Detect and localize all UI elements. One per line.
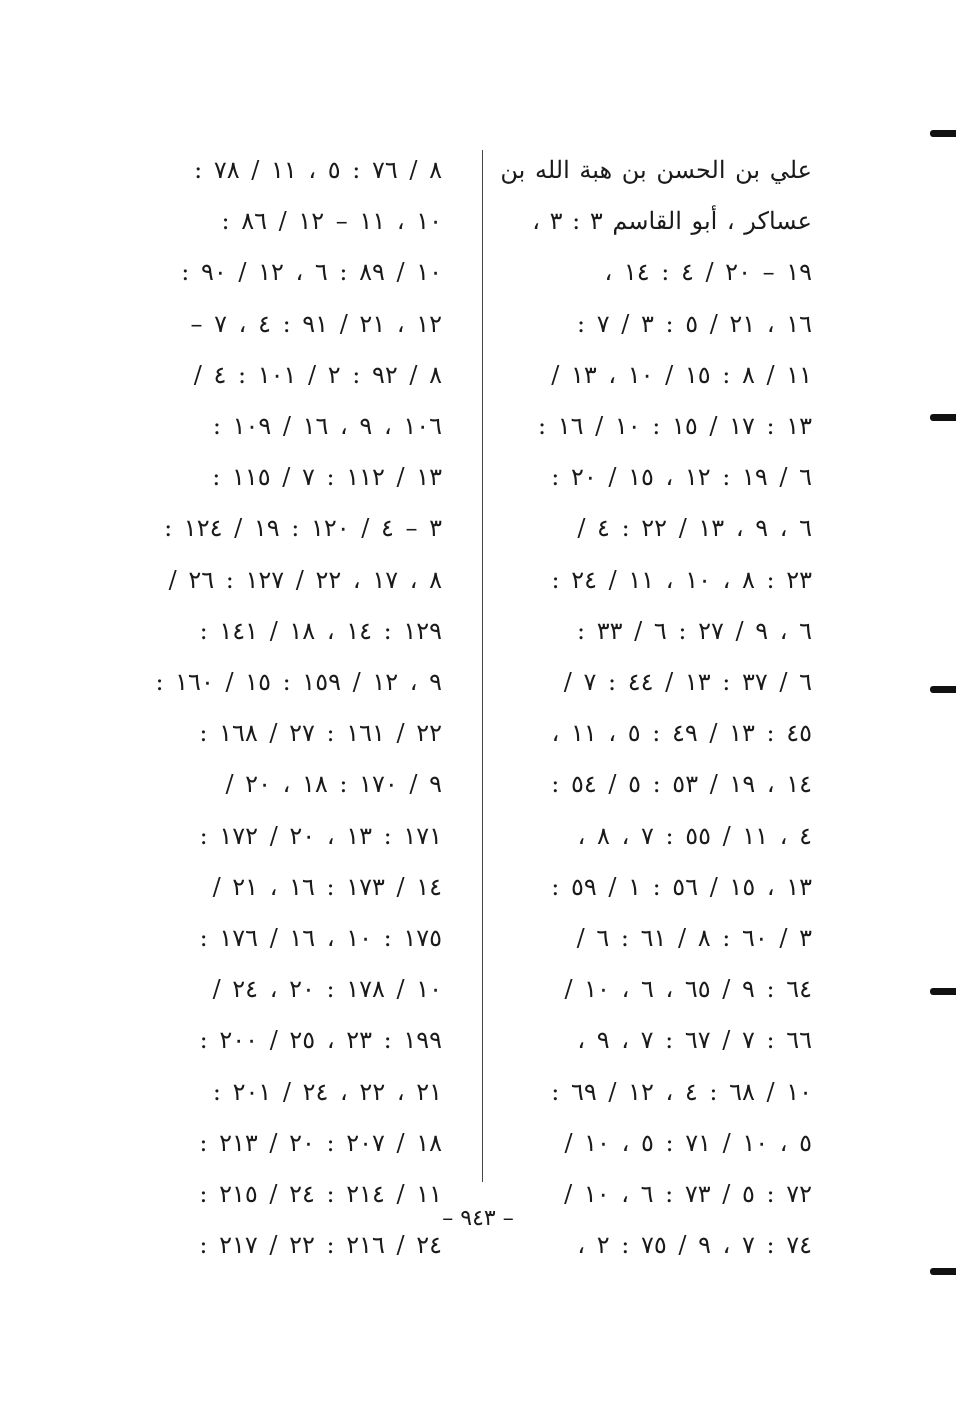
index-line: ٨ / ٩٢ : ٢ / ١٠١ : ٤ / bbox=[193, 360, 442, 389]
index-line: ٢١ ، ٢٢ ، ٢٤ / ٢٠١ : bbox=[212, 1077, 442, 1106]
index-line: ١٠٦ ، ٩ ، ١٦ / ١٠٩ : bbox=[212, 412, 442, 441]
index-line: ١٦ ، ٢١ / ٥ : ٣ / ٧ : bbox=[577, 309, 812, 338]
index-line: ٦ ، ٩ ، ١٣ / ٢٢ : ٤ / bbox=[577, 514, 812, 543]
index-line: ١٤ ، ١٩ / ٥٣ : ٥ / ٥٤ : bbox=[551, 770, 812, 799]
index-line: ٦ ، ٩ / ٢٧ : ٦ / ٣٣ : bbox=[577, 616, 812, 645]
index-line: ١١ / ٢١٤ : ٢٤ / ٢١٥ : bbox=[199, 1180, 442, 1209]
page-number: – ٩٤٣ – bbox=[442, 1206, 514, 1231]
index-line: ٧٢ : ٥ / ٧٣ : ٦ ، ١٠ / bbox=[564, 1180, 812, 1209]
index-line: ١٨ / ٢٠٧ : ٢٠ / ٢١٣ : bbox=[199, 1128, 442, 1157]
index-line: ٩ ، ١٢ / ١٥٩ : ١٥ / ١٦٠ : bbox=[155, 668, 442, 697]
index-line: ١١ / ٨ : ١٥ / ١٠ ، ١٣ / bbox=[551, 360, 812, 389]
index-line: ٢٢ / ١٦١ : ٢٧ / ١٦٨ : bbox=[199, 719, 442, 748]
index-line: ١٣ / ١١٢ : ٧ / ١١٥ : bbox=[212, 463, 442, 492]
index-line: ٨ / ٧٦ : ٥ ، ١١ / ٧٨ : bbox=[194, 156, 442, 184]
index-line: ١٩ – ٢٠ / ٤ : ١٤ ، bbox=[604, 258, 812, 287]
index-line: ١٧١ : ١٣ ، ٢٠ / ١٧٢ : bbox=[199, 821, 442, 850]
index-line: ١٢ ، ٢١ / ٩١ : ٤ ، ٧ – bbox=[190, 309, 442, 338]
index-line: ٢٤ / ٢١٦ : ٢٢ / ٢١٧ : bbox=[199, 1231, 442, 1260]
index-line: ١٣ ، ١٥ / ٥٦ : ١ / ٥٩ : bbox=[551, 872, 812, 901]
index-line: ٢٣ : ٨ ، ١٠ ، ١١ / ٢٤ : bbox=[551, 565, 812, 594]
page-edge-mark bbox=[930, 1268, 956, 1275]
column-divider bbox=[482, 150, 483, 1182]
index-line: ٣ / ٦٠ : ٨ / ٦١ : ٦ / bbox=[576, 924, 812, 953]
index-line: ١٠ / ١٧٨ : ٢٠ ، ٢٤ / bbox=[212, 975, 442, 1004]
index-line: ١٠ / ٨٩ : ٦ ، ١٢ / ٩٠ : bbox=[181, 258, 442, 287]
page-edge-mark bbox=[930, 130, 956, 137]
index-line: ١٢٩ : ١٤ ، ١٨ / ١٤١ : bbox=[199, 616, 442, 645]
index-line: عساكر ، أبو القاسم ٣ : ٣ ، bbox=[532, 207, 812, 236]
index-line: ١٠ ، ١١ – ١٢ / ٨٦ : bbox=[221, 207, 442, 236]
left-index-column bbox=[150, 145, 442, 1271]
index-line: ٣ – ٤ / ١٢٠ : ١٩ / ١٢٤ : bbox=[164, 514, 442, 543]
index-line: ٦ / ١٩ : ١٢ ، ١٥ / ٢٠ : bbox=[551, 463, 812, 492]
page-edge-mark bbox=[930, 988, 956, 995]
index-line: ٦٦ : ٧ / ٦٧ : ٧ ، ٩ ، bbox=[577, 1026, 812, 1055]
index-line: علي بن الحسن بن هبة الله بن bbox=[500, 156, 812, 184]
page-edge-mark bbox=[930, 414, 956, 421]
page-edge-mark bbox=[930, 686, 956, 693]
index-line: ٧٤ : ٧ ، ٩ / ٧٥ : ٢ ، bbox=[577, 1231, 812, 1260]
index-line: ٩ / ١٧٠ : ١٨ ، ٢٠ / bbox=[225, 770, 442, 799]
index-line: ١٧٥ : ١٠ ، ١٦ / ١٧٦ : bbox=[199, 924, 442, 953]
index-line: ١٩٩ : ٢٣ ، ٢٥ / ٢٠٠ : bbox=[199, 1026, 442, 1055]
index-line: ٦ / ٣٧ : ١٣ / ٤٤ : ٧ / bbox=[563, 668, 812, 697]
index-line: ٤٥ : ١٣ / ٤٩ : ٥ ، ١١ ، bbox=[551, 719, 812, 748]
index-line: ٨ ، ١٧ ، ٢٢ / ١٢٧ : ٢٦ / bbox=[168, 565, 442, 594]
index-line: ٥ ، ١٠ / ٧١ : ٥ ، ١٠ / bbox=[564, 1128, 812, 1157]
index-line: ١٤ / ١٧٣ : ١٦ ، ٢١ / bbox=[212, 872, 442, 901]
index-line: ٤ ، ١١ / ٥٥ : ٧ ، ٨ ، bbox=[577, 821, 812, 850]
index-line: ١٣ : ١٧ / ١٥ : ١٠ / ١٦ : bbox=[538, 412, 812, 441]
index-line: ٦٤ : ٩ / ٦٥ ، ٦ ، ١٠ / bbox=[564, 975, 812, 1004]
right-index-column bbox=[500, 145, 812, 1271]
index-line: ١٠ / ٦٨ : ٤ ، ١٢ / ٦٩ : bbox=[551, 1077, 812, 1106]
